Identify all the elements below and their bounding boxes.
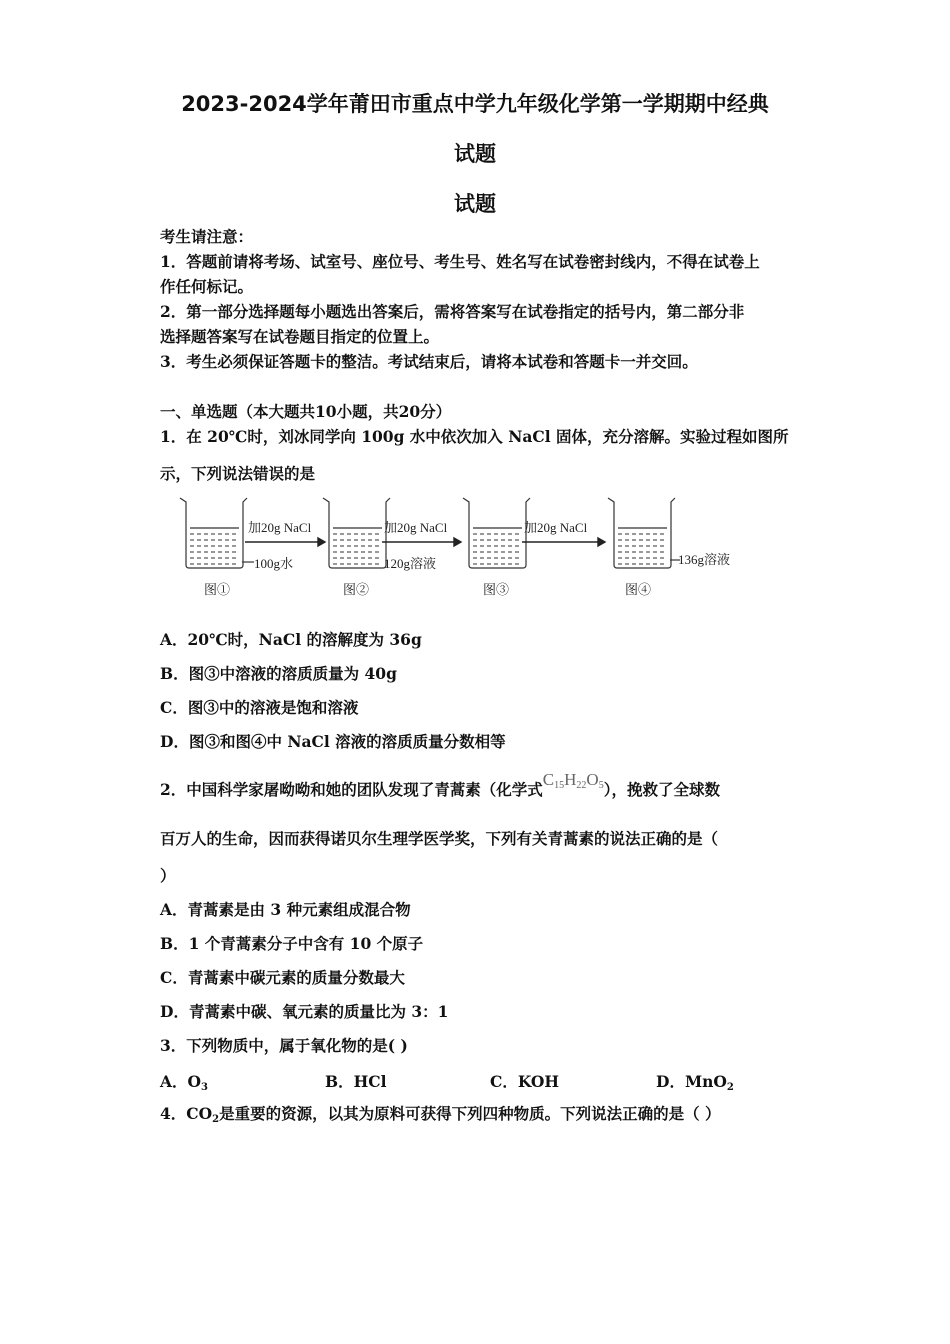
- q1-option-a: A．20℃时，NaCl 的溶解度为 36g: [160, 630, 422, 649]
- add-label-2: 加20g NaCl: [384, 520, 448, 535]
- q2-option-a: A．青蒿素是由 3 种元素组成混合物: [160, 900, 411, 919]
- beaker1-label: 100g水: [254, 556, 294, 571]
- add-label-1: 加20g NaCl: [248, 520, 312, 535]
- notice-item2-a: 2．第一部分选择题每小题选出答案后，需将答案写在试卷指定的括号内，第二部分非: [160, 302, 745, 321]
- q2-stem-a: [160, 770, 800, 806]
- q1-beaker-diagram: [170, 490, 770, 605]
- fig4-caption: 图④: [625, 582, 652, 597]
- q3-option-c: C．KOH: [490, 1072, 560, 1091]
- exam-title-line2: 试题: [454, 142, 496, 166]
- q2-option-d: D．青蒿素中碳、氧元素的质量比为 3：1: [160, 1002, 449, 1021]
- q3-option-a: A．$O_3$: [160, 1072, 208, 1093]
- notice-item2-b: 选择题答案写在试卷题目指定的位置上。: [160, 327, 440, 346]
- exam-title-line3: 试题: [454, 192, 496, 216]
- notice-item1-b: 作任何标记。: [160, 277, 254, 296]
- fig3-caption: 图③: [483, 582, 510, 597]
- q3-stem: 3．下列物质中，属于氧化物的是( ): [160, 1036, 408, 1055]
- notice-heading: 考生请注意：: [160, 227, 254, 246]
- q1-option-b: B．图③中溶液的溶质质量为 40g: [160, 664, 397, 683]
- q2-option-c: C．青蒿素中碳元素的质量分数最大: [160, 968, 405, 987]
- fig1-caption: 图①: [204, 582, 231, 597]
- q1-stem-a: 1．在 20℃时，刘冰同学向 100g 水中依次加入 NaCl 固体，充分溶解。实验过程如图所: [160, 427, 789, 446]
- beaker-2: [323, 498, 390, 568]
- add-label-3: 加20g NaCl: [524, 520, 588, 535]
- q3-option-b: B．HCl: [325, 1072, 387, 1091]
- q1-option-c: C．图③中的溶液是饱和溶液: [160, 698, 359, 717]
- arrow-1: [245, 538, 325, 546]
- beaker-3: [463, 498, 530, 568]
- q2-stem-b: 百万人的生命，因而获得诺贝尔生理学医学奖，下列有关青蒿素的说法正确的是（: [160, 829, 719, 848]
- q2-stem-prefix: 2．中国科学家屠呦呦和她的团队发现了青蒿素（化学式: [160, 780, 543, 799]
- fig2-caption: 图②: [343, 582, 370, 597]
- beaker2-label: 120g溶液: [384, 556, 437, 571]
- q2-formula: $C_{15}H_{22}O_5$: [542, 770, 604, 791]
- section1-heading: 一、单选题（本大题共10小题，共20分）: [160, 402, 452, 421]
- notice-item1-a: 1．答题前请将考场、试室号、座位号、考生号、姓名写在试卷密封线内，不得在试卷上: [160, 252, 760, 271]
- beaker4-label: 136g溶液: [678, 552, 731, 567]
- q2-stem-suffix: ），挽救了全球数: [603, 780, 720, 799]
- arrow-3: [522, 538, 605, 546]
- exam-title-line1: 2023-2024学年莆田市重点中学九年级化学第一学期期中经典: [181, 92, 769, 116]
- q1-option-d: D．图③和图④中 NaCl 溶液的溶质质量分数相等: [160, 732, 506, 751]
- q3-option-d: D．MnO$_2$: [656, 1072, 734, 1093]
- q1-stem-b: 示，下列说法错误的是: [160, 464, 316, 483]
- beaker-1: [180, 498, 254, 568]
- q4-stem: 4．$CO_2$是重要的资源，以其为原料可获得下列四种物质。下列说法正确的是（ ）: [160, 1104, 721, 1125]
- notice-item3: 3．考生必须保证答题卡的整洁。考试结束后，请将本试卷和答题卡一并交回。: [160, 352, 698, 371]
- beaker-4: [608, 498, 680, 568]
- q2-stem-c: ）: [160, 866, 176, 885]
- q2-option-b: B．1 个青蒿素分子中含有 10 个原子: [160, 934, 424, 953]
- arrow-2: [382, 538, 461, 546]
